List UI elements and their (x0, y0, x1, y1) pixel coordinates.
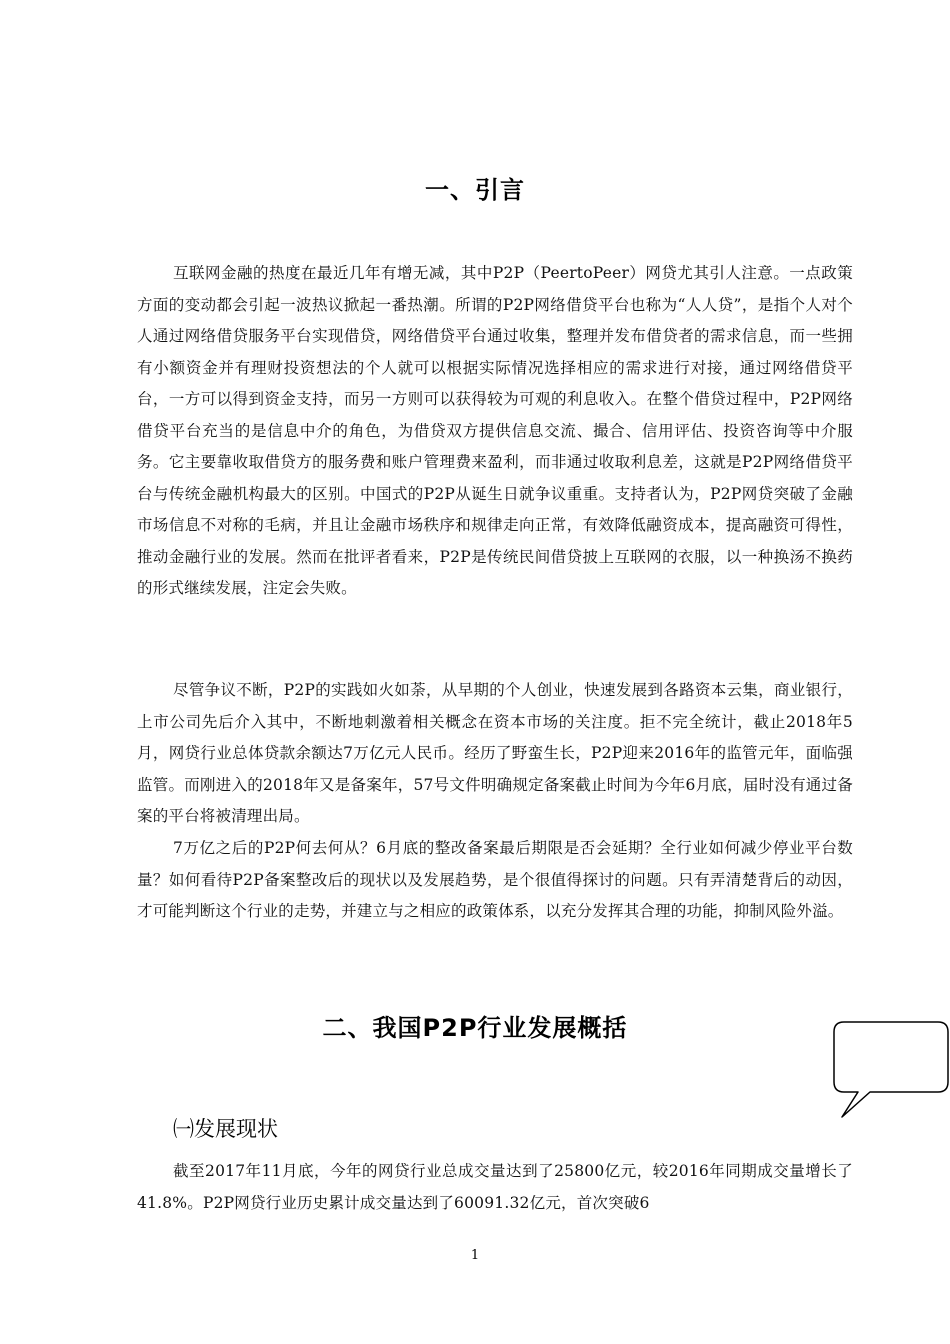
body-paragraph: 互联网金融的热度在最近几年有增无减，其中P2P（PeertoPeer）网贷尤其引人注意。一点政策方面的变动都会引起一波热议掀起一番热潮。所谓的P2P网络借贷平台也称为“人人贷”，是指个人对个人通过网络借贷服务平台实现借贷，网络借贷平台通过收集，整理并发布借贷者的需求信息，而一些拥有小额资金并有理财投资想法的个人就可以根据实际情况选择相应的需求进行对接，通过网络借贷平台，一方可以得到资金支持，而另一方则可以获得较为可观的利息收入。在整个借贷过程中，P2P网络借贷平台充当的是信息中介的角色，为借贷双方提供信息交流、撮合、信用评估、投资咨询等中介服务。它主要靠收取借贷方的服务费和账户管理费来盈利，而非通过收取利息差，这就是P2P网络借贷平台与传统金融机构最大的区别。中国式的P2P从诞生日就争议重重。支持者认为，P2P网贷突破了金融市场信息不对称的毛病，并且让金融市场秩序和规律走向正常，有效降低融资成本，提高融资可得性，推动金融行业的发展。然而在批评者看来，P2P是传统民间借贷披上互联网的衣服，以一种换汤不换药的形式继续发展，注定会失败。 (137, 264, 853, 597)
body-paragraph: 7万亿之后的P2P何去何从？6月底的整改备案最后期限是否会延期？全行业如何减少停业平台数量？如何看待P2P备案整改后的现状以及发展趋势，是个很值得探讨的问题。只有弄清楚背后的动因，才可能判断这个行业的走势，并建立与之相应的政策体系，以充分发挥其合理的功能，抑制风险外溢。 (137, 839, 853, 920)
body-paragraph: 尽管争议不断，P2P的实践如火如荼，从早期的个人创业，快速发展到各路资本云集，商业银行，上市公司先后介入其中，不断地刺激着相关概念在资本市场的关注度。拒不完全统计，截止2018年5月，网贷行业总体贷款余额达7万亿元人民币。经历了野蛮生长，P2P迎来2016年的监管元年，面临强监管。而刚进入的2018年又是备案年，57号文件明确规定备案截止时间为今年6月底，届时没有通过备案的平台将被清理出局。 (137, 681, 853, 825)
comment-callout-bubble[interactable] (832, 1020, 950, 1120)
section-heading-introduction: 一、引言 (425, 176, 525, 204)
page-number: 1 (470, 1248, 480, 1263)
subsection-heading-current-status: ㈠发展现状 (173, 1117, 278, 1141)
body-paragraph: 截至2017年11月底，今年的网贷行业总成交量达到了25800亿元，较2016年同期成交量增长了41.8%。P2P网贷行业历史累计成交量达到了60091.32亿元，首次突破6 (137, 1162, 853, 1212)
section-heading-p2p-overview: 二、我国P2P行业发展概括 (322, 1014, 628, 1042)
